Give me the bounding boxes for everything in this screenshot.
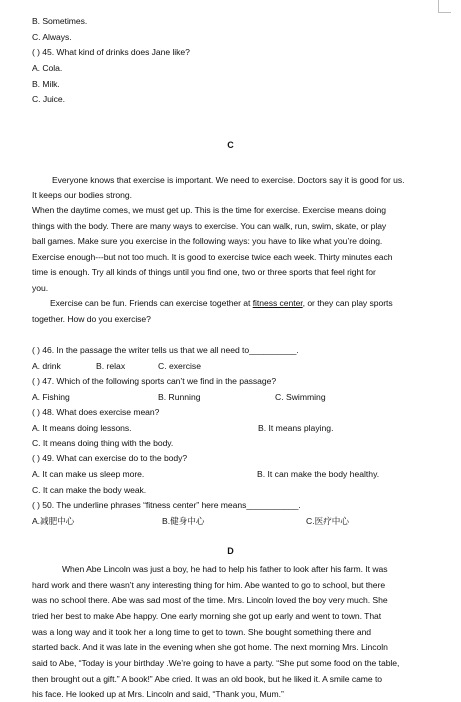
- option-b: B. It can make the body healthy.: [257, 469, 380, 479]
- passage-line: When Abe Lincoln was just a boy, he had to help his father to look after his farm. It was: [62, 564, 388, 574]
- question-49: ( ) 49. What can exercise do to the body?: [32, 453, 188, 463]
- option-b: B. Running: [158, 392, 201, 402]
- option-c: C. exercise: [158, 361, 201, 371]
- option-a: A. It can make us sleep more.: [32, 469, 145, 479]
- option-b: B.健身中心: [162, 516, 205, 526]
- question-45: ( ) 45. What kind of drinks does Jane like?: [32, 47, 190, 57]
- passage-text: Exercise can be fun. Friends can exercise together at: [50, 298, 253, 308]
- option-c: C. It can make the body weak.: [32, 485, 147, 495]
- passage-line: together. How do you exercise?: [32, 314, 151, 324]
- passage-line: was no school there. Abe was sad most of the time. Mrs. Lincoln loved the boy very much. She: [32, 595, 388, 605]
- passage-line: said to Abe, “Today is your birthday .We’re going to have a party. “She put some food on the table,: [32, 658, 400, 668]
- passage-line: Everyone knows that exercise is important. We need to exercise. Doctors say it is good for us.: [52, 175, 405, 185]
- passage-line: started back. And it was late in the evening when she got home. The next morning Mrs. Lincoln: [32, 642, 388, 652]
- passage-line: When the daytime comes, we must get up. This is the time for exercise. Exercise means doing: [32, 205, 386, 215]
- option-line: A. Cola.: [32, 63, 63, 73]
- passage-line: ball games. Make sure you exercise in the following ways: you have to like what you’re doing.: [32, 236, 383, 246]
- question-48: ( ) 48. What does exercise mean?: [32, 407, 160, 417]
- option-c: C. It means doing thing with the body.: [32, 438, 174, 448]
- passage-line: you.: [32, 283, 49, 293]
- passage-line: tried her best to make Abe happy. One early morning she got up early and went to town. That: [32, 611, 382, 621]
- passage-line: It keeps our bodies strong.: [32, 190, 132, 200]
- passage-line: was a long way and it took her a long time to get to town. She bought something there and: [32, 627, 372, 637]
- section-heading-c: C: [227, 140, 234, 150]
- option-line: C. Always.: [32, 32, 72, 42]
- option-line: B. Sometimes.: [32, 16, 88, 26]
- option-line: B. Milk.: [32, 79, 60, 89]
- passage-line: [50, 297, 393, 309]
- passage-line: hard work and there wasn’t any interesting thing for him. Abe wanted to go to school, but there: [32, 580, 386, 590]
- option-line: C. Juice.: [32, 94, 65, 104]
- option-c: C. Swimming: [275, 392, 326, 402]
- option-a: A. Fishing: [32, 392, 70, 402]
- page-corner-mark: [438, 0, 451, 13]
- passage-line: time is enough. Try all kinds of things until you find one, two or three sports that feel right for: [32, 267, 376, 277]
- passage-line: then brought out a gift.” A book!” Abe cried. It was an old book, but he liked it. A smile came to: [32, 674, 383, 684]
- question-46: ( ) 46. In the passage the writer tells us that we all need to__________.: [32, 345, 299, 355]
- option-a: A. drink: [32, 361, 61, 371]
- option-a: A.减肥中心: [32, 516, 75, 526]
- passage-line: his face. He looked up at Mrs. Lincoln and said, “Thank you, Mum.”: [32, 689, 284, 699]
- option-b: B. It means playing.: [258, 423, 334, 433]
- option-a: A. It means doing lessons.: [32, 423, 132, 433]
- passage-line: Exercise enough---but not too much. It is good to exercise twice each week. Thirty minutes each: [32, 252, 393, 262]
- question-47: ( ) 47. Which of the following sports can’t we find in the passage?: [32, 376, 277, 386]
- question-50: ( ) 50. The underline phrases “fitness center” here means___________.: [32, 500, 301, 510]
- option-b: B. relax: [96, 361, 126, 371]
- passage-line: things with the body. There are many ways to exercise. You can walk, run, swim, skate, or play: [32, 221, 387, 231]
- underlined-phrase: fitness center: [252, 298, 303, 308]
- option-c: C.医疗中心: [306, 516, 349, 526]
- section-heading-d: D: [227, 546, 234, 556]
- passage-text: , or they can play sports: [302, 298, 393, 308]
